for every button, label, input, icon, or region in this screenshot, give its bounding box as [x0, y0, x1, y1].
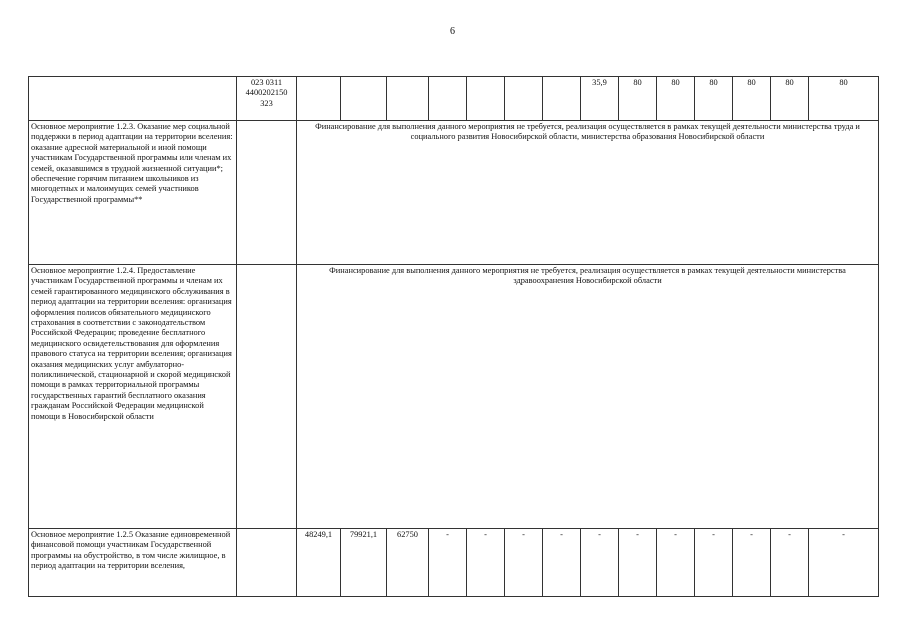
activity-name-cell — [29, 529, 237, 597]
table-row — [29, 77, 879, 121]
activity-name-cell: Основное мероприятие 1.2.3. Оказание мер социальной поддержки в период адаптации на территории вселения: оказание адресной материальной и иной помощи участникам Государственной программы или членам их семей, оказавшимся в трудной жизненной ситуации*; обеспечение горячим питанием школьников из многодетных и малоимущих семей участников Государственной программы** — [29, 121, 237, 265]
budget-code-cell — [237, 265, 297, 529]
page-number: 6 — [450, 26, 455, 37]
value-cell — [543, 77, 581, 121]
value-cell — [387, 77, 429, 121]
budget-code-cell: 023 0311 4400202150 323 — [237, 77, 297, 121]
value-cell: - — [505, 529, 543, 597]
value-cell: - — [429, 529, 467, 597]
value-cell: - — [733, 529, 771, 597]
financing-note-cell: Финансирование для выполнения данного мероприятия не требуется, реализация осуществляется в рамках текущей деятельности министерства труда и социального развития Новосибирской области, министерства образования Новосибирской области — [297, 121, 879, 265]
value-cell: - — [657, 529, 695, 597]
value-cell — [467, 77, 505, 121]
budget-code-cell — [237, 529, 297, 597]
value-cell: 80 — [733, 77, 771, 121]
value-cell: - — [619, 529, 657, 597]
program-activities-table — [28, 76, 879, 597]
value-cell: - — [467, 529, 505, 597]
activity-name-text: Основное мероприятие 1.2.5 Оказание единовременной финансовой помощи участникам Государственной программы на обустройство, в том числе жилищное, в период адаптации на территории вселения, — [31, 530, 231, 571]
value-cell: 80 — [695, 77, 733, 121]
value-cell — [505, 77, 543, 121]
value-cell: 79921,1 — [341, 529, 387, 597]
value-cell: - — [809, 529, 879, 597]
value-cell: - — [543, 529, 581, 597]
value-cell: 48249,1 — [297, 529, 341, 597]
table-row — [29, 121, 879, 265]
value-cell: 80 — [771, 77, 809, 121]
table-row — [29, 529, 879, 597]
value-cell — [341, 77, 387, 121]
value-cell: 62750 — [387, 529, 429, 597]
value-cell — [429, 77, 467, 121]
budget-code-cell — [237, 121, 297, 265]
value-cell: - — [581, 529, 619, 597]
value-cell — [297, 77, 341, 121]
value-cell: 80 — [657, 77, 695, 121]
value-cell: 80 — [809, 77, 879, 121]
value-cell: 35,9 — [581, 77, 619, 121]
value-cell: - — [771, 529, 809, 597]
activity-name-cell — [29, 77, 237, 121]
value-cell: 80 — [619, 77, 657, 121]
financing-note-cell: Финансирование для выполнения данного мероприятия не требуется, реализация осуществляется в рамках текущей деятельности министерства здравоохранения Новосибирской области — [297, 265, 879, 529]
value-cell: - — [695, 529, 733, 597]
activity-name-cell: Основное мероприятие 1.2.4. Предоставление участникам Государственной программы и членам их семей гарантированного медицинского обслуживания в период адаптации на территории вселения: организация оформления полисов обязательного медицинского страхования в соответствии с законодательством Российской Федерации; проведение бесплатного медицинского освидетельствования для оформления правового статуса на территории вселения; организация оказания медицинских услуг амбулаторно-поликлинической, стационарной и скорой медицинской помощи в рамках территориальной программы государственных гарантий бесплатного оказания гражданам Российской Федерации медицинской помощи в Новосибирской области — [29, 265, 237, 529]
table-row — [29, 265, 879, 529]
